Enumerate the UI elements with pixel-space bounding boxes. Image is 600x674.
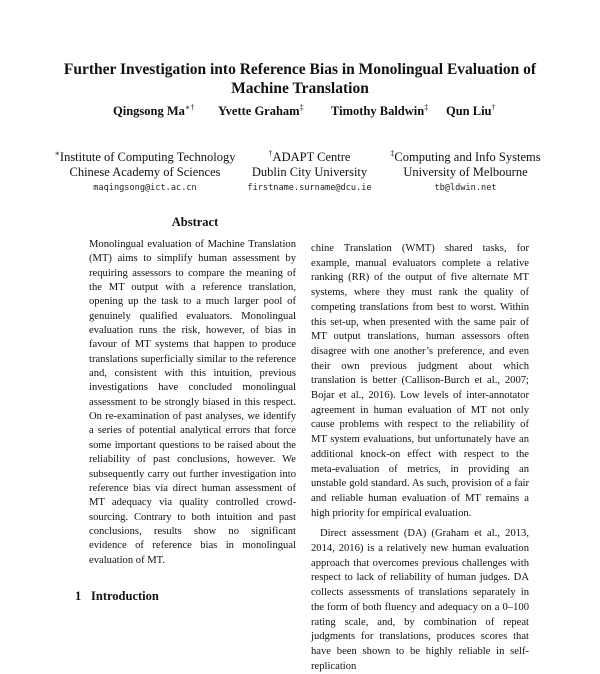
author: Yvette Graham‡	[218, 102, 304, 118]
author-list	[0, 104, 600, 120]
section-heading	[75, 589, 159, 604]
author: Timothy Baldwin‡	[331, 102, 429, 118]
section-title: Introduction	[91, 589, 159, 603]
abstract-heading: Abstract	[171, 215, 219, 229]
affiliation-line: ‡Computing and Info Systems	[390, 148, 541, 164]
affiliation	[40, 150, 250, 197]
body-paragraph: Direct assessment (DA) (Graham et al., 2013, 2014, 2016) is a relatively new human evaluation approach that overcomes previous challenges with respect to lack of reliability of human judges. DA collects assessments of translations separately in the form of both fluency and adequacy on a 0–100 rating scale, and, by combination of repeat judgments for translations, produces scores that have been shown to be highly reliable in self-replication	[311, 528, 529, 672]
body-paragraph: chine Translation (WMT) shared tasks, for example, manual evaluators complete a relative ranking (RR) of the output of five alternate MT systems, where they must rank the quality of competing translations from best to worst. Within this set-up, when presented with the same pair of MT output translations, human assessors often disagree with one another’s preference, and even their own previous judgment about which translation is better (Callison-Burch et al., 2007; Bojar et al., 2016). Low levels of inter-annotator agreement in human evaluation of MT not only cause problems with respect to the reliability of MT system evaluations, but unfortunately have an additional knock-on effect with respect to the meta-evaluation of metrics, in providing an unstable gold standard. As such, provision of a fair and reliable human evaluation of MT remains a high priority for empirical evaluation.	[311, 243, 529, 519]
affiliation-line: Chinese Academy of Sciences	[69, 165, 221, 179]
affiliation-line: †ADAPT Centre	[268, 148, 351, 164]
affiliation	[373, 150, 558, 197]
affiliation-line: Dublin City University	[251, 165, 368, 179]
email-address: maqingsong@ict.ac.cn	[93, 183, 197, 193]
affiliation	[227, 150, 392, 197]
abstract-text: Monolingual evaluation of Machine Translation (MT) aims to simplify human assessment by requiring assessors to compare the meaning of the MT output with a reference translation, opening up the task to a much larger pool of genuinely qualified evaluators. Monolingual evaluation runs the risk, however, of bias in favour of MT systems that happen to produce translations superficially similar to the reference and, consistent with this intuition, previous investigations have concluded monolingual assessment to be strongly biased in this respect. On re-examination of past analyses, we identify a series of potential analytical errors that force some important questions to be raised about the reliability of past conclusions, however. We subsequently carry out further investigation into reference bias via direct human assessment of MT adequacy via quality controlled crowd-sourcing. Contrary to both intuition and past conclusions, results show no significant evidence of reference bias in monolingual evaluation of MT.	[89, 239, 296, 566]
affiliation-line: University of Melbourne	[403, 165, 528, 179]
author: Qingsong Ma∗†	[113, 102, 195, 118]
body-column-right	[311, 242, 529, 674]
email-address: tb@ldwin.net	[434, 183, 497, 193]
affiliation-line: ∗Institute of Computing Technology	[54, 148, 236, 164]
author: Qun Liu†	[446, 102, 496, 118]
email-address: firstname.surname@dcu.ie	[247, 183, 372, 193]
section-number: 1	[75, 589, 82, 603]
paper-title: Further Investigation into Reference Bias in Monolingual Evaluation of Machine Translation	[63, 61, 537, 97]
